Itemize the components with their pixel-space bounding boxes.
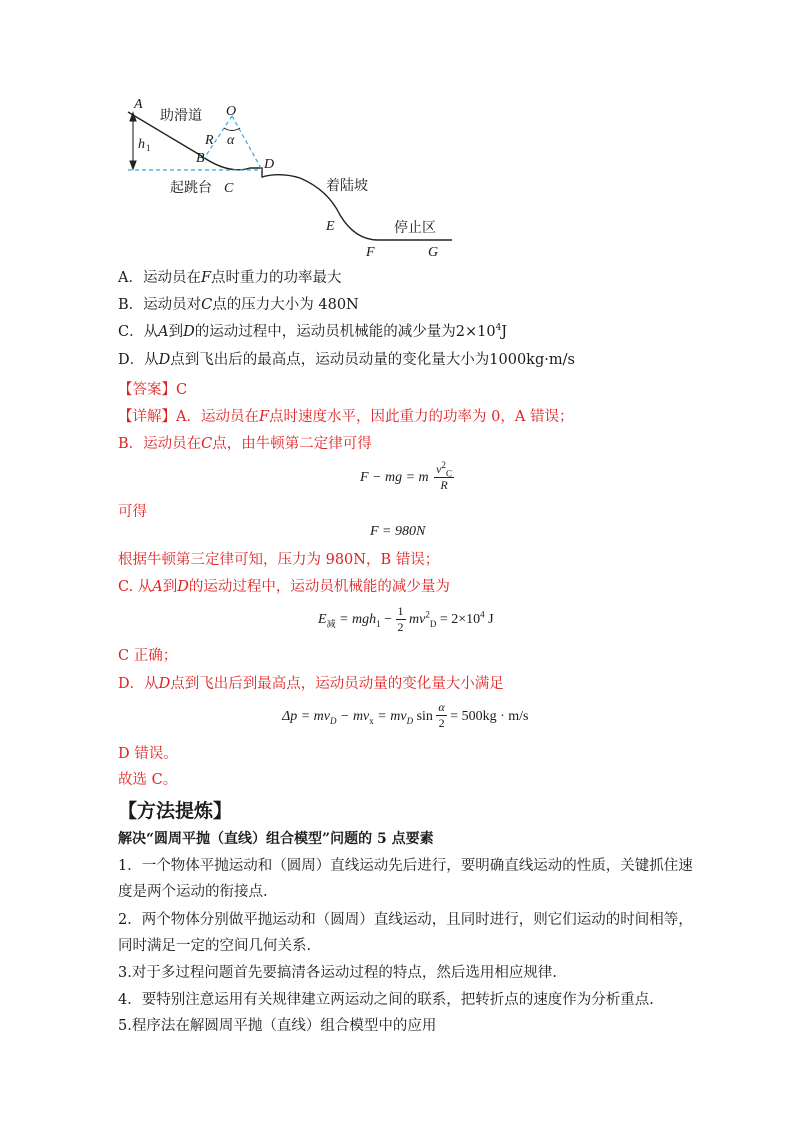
label-tingzhiqu: 停止区 <box>394 221 436 236</box>
ski-jump-diagram <box>118 98 458 258</box>
label-B: B <box>196 151 205 166</box>
label-E: E <box>326 219 335 234</box>
label-zhaoludpo: 着陆坡 <box>326 179 368 194</box>
label-O: O <box>226 104 237 119</box>
detail-c: C. 从A到D的运动过程中，运动员机械能的减少量为 <box>118 579 450 595</box>
detail-d: D．从D点到飞出后到最高点，运动员动量的变化量大小满足 <box>118 676 504 692</box>
method-p5: 5.程序法在解圆周平抛（直线）组合模型中的应用 <box>118 1018 437 1034</box>
label-zhuhuadao: 助滑道 <box>160 109 202 124</box>
label-h1: h <box>138 137 145 152</box>
kede: 可得 <box>118 504 147 520</box>
label-F: F <box>366 245 375 258</box>
detail-c-conclusion: C 正确； <box>118 648 178 664</box>
final-choice: 故选 C。 <box>118 772 178 788</box>
label-h1-sub: 1 <box>146 143 151 153</box>
answer: 【答案】C <box>118 382 188 398</box>
label-C: C <box>224 181 234 196</box>
method-p4: 4．要特别注意运用有关规律建立两运动之间的联系，把转折点的速度作为分析重点. <box>118 992 654 1008</box>
method-p1a: 1．一个物体平抛运动和（圆周）直线运动先后进行，要明确直线运动的性质，关键抓住速 <box>118 858 693 874</box>
equation-newton: F − mg = m $\frac{v^2_C}{R}$ <box>360 460 453 492</box>
label-R: R <box>205 133 214 148</box>
method-p3: 3.对于多过程问题首先要搞清各运动过程的特点，然后选用相应规律. <box>118 965 557 981</box>
equation-momentum: $\Delta p = mv_D - mv_x = mv_D$ sin $\frac{\alpha}{2}$ = 500kg · m/s <box>282 700 529 730</box>
detail-b-conclusion: 根据牛顿第三定律可知，压力为 980N，B 错误； <box>118 552 440 568</box>
method-p2b: 同时满足一定的空间几何关系. <box>118 938 312 954</box>
option-b: B．运动员对C点的压力大小为 480N <box>118 297 359 313</box>
option-c: C．从A到D的运动过程中，运动员机械能的减少量为$2\times 10^4J$ <box>118 323 508 340</box>
equation-energy: $E_减 = mgh_1$ − $\frac{1}{2}$ $mv^2_D = 2\times 10^4$ J <box>318 604 494 634</box>
label-alpha: α <box>227 133 235 148</box>
label-G: G <box>428 245 439 258</box>
label-A: A <box>134 98 143 112</box>
radius-OD <box>232 116 262 170</box>
label-D: D <box>264 157 275 172</box>
method-title: 【方法提炼】 <box>118 800 233 822</box>
detail-b: B．运动员在C点，由牛顿第二定律可得 <box>118 436 372 452</box>
detail-a: 【详解】A．运动员在F点时速度水平，因此重力的功率为 0，A 错误； <box>118 409 574 425</box>
label-qitiaotai: 起跳台 <box>170 181 212 196</box>
method-subtitle: 解决“圆周平抛（直线）组合模型”问题的 5 点要素 <box>118 831 434 847</box>
option-a: A．运动员在F点时重力的功率最大 <box>118 270 342 286</box>
option-d: D．从D点到飞出后的最高点，运动员动量的变化量大小为1000kg·m/s <box>118 352 575 368</box>
method-p1b: 度是两个运动的衔接点. <box>118 884 268 900</box>
method-p2a: 2．两个物体分别做平抛运动和（圆周）直线运动，且同时进行，则它们运动的时间相等， <box>118 912 693 928</box>
equation-force: F = 980N <box>370 524 426 539</box>
detail-d-conclusion: D 错误。 <box>118 746 178 762</box>
